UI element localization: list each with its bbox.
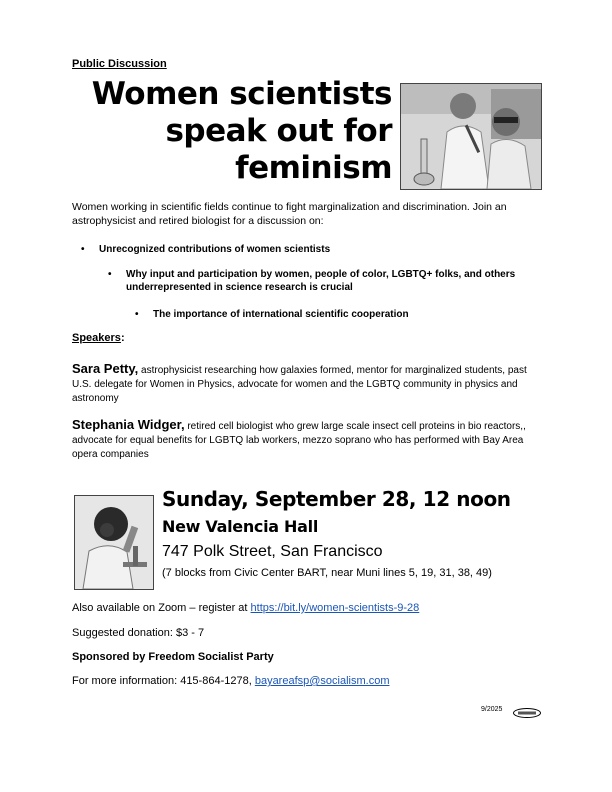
- speaker-name: Stephania Widger,: [72, 417, 185, 432]
- zoom-info: Also available on Zoom – register at https://bit.ly/women-scientists-9-28: [72, 602, 420, 614]
- zoom-registration-link[interactable]: https://bit.ly/women-scientists-9-28: [250, 602, 420, 614]
- title-line-1: Women scientists: [91, 76, 392, 112]
- speaker-bio: astrophysicist researching how galaxies formed, mentor for marginalized students, past U.S. delegate for Women in Physics, advocate for women and the LGBTQ community in physics and astronomy: [72, 365, 527, 404]
- event-address: 747 Polk Street, San Francisco: [162, 543, 383, 560]
- page-title: [80, 76, 392, 187]
- speaker-sara-petty: [72, 362, 542, 406]
- event-date: Sunday, September 28, 12 noon: [162, 487, 511, 511]
- footer-date: 9/2025: [481, 706, 503, 713]
- donation-text: Suggested donation: $3 - 7: [72, 627, 205, 639]
- speakers-heading: Speakers:: [72, 332, 125, 344]
- union-bug-logo-icon: [513, 705, 541, 715]
- bullet-dot-icon: •: [81, 244, 85, 255]
- bullet-item-3: • The importance of international scientific cooperation: [135, 309, 409, 320]
- event-transit-note: (7 blocks from Civic Center BART, near Muni lines 5, 19, 31, 38, 49): [162, 567, 492, 579]
- speaker-name: Sara Petty,: [72, 361, 139, 376]
- bullet-item-1: • Unrecognized contributions of women scientists: [81, 244, 331, 255]
- bullet-item-2: • Why input and participation by women, people of color, LGBTQ+ folks, and others underrepresented in science research is crucial: [108, 269, 516, 293]
- title-line-2: speak out for: [165, 113, 392, 149]
- contact-email-link[interactable]: bayareafsp@socialism.com: [254, 675, 390, 687]
- event-venue: New Valencia Hall: [162, 517, 319, 536]
- sponsor-text: Sponsored by Freedom Socialist Party: [72, 651, 274, 663]
- contact-info: For more information: 415-864-1278, bayareafsp@socialism.com: [72, 675, 390, 687]
- bullet-dot-icon: •: [108, 269, 112, 280]
- bullet-dot-icon: •: [135, 309, 139, 320]
- event-kicker: Public Discussion: [72, 58, 167, 70]
- intro-paragraph: Women working in scientific fields continue to fight marginalization and discrimination. Join an astrophysicist and retired biologist for a discussion on:: [72, 201, 507, 227]
- speaker-bio: retired cell biologist who grew large scale insect cell proteins in bio reactors,, advocate for equal benefits for LGBTQ lab workers, mezzo soprano who has performed with Bay Area opera companies: [72, 421, 526, 460]
- scientist-microscope-photo: [74, 495, 154, 590]
- speaker-stephania-widger: [72, 418, 542, 462]
- lab-scientists-photo: [400, 83, 542, 190]
- title-line-3: feminism: [235, 150, 392, 186]
